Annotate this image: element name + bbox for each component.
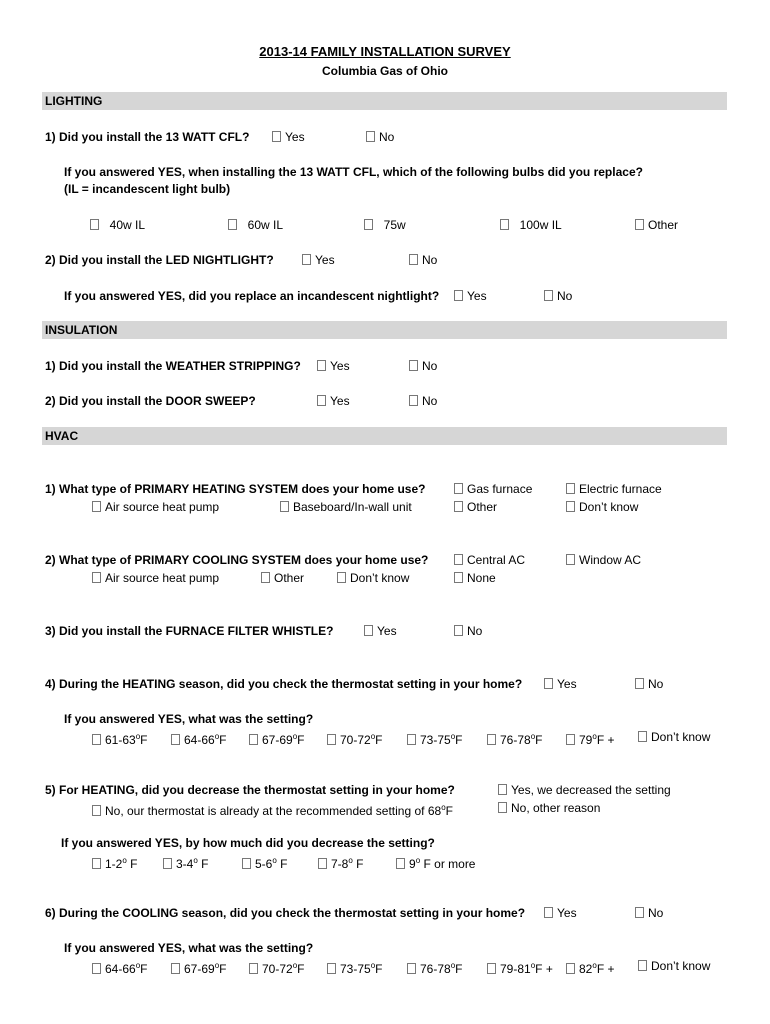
section-header-hvac: HVAC (42, 427, 727, 445)
checkbox-icon[interactable] (90, 219, 99, 230)
heating-electric-furnace-option[interactable]: Electric furnace (566, 481, 662, 497)
checkbox-icon[interactable] (364, 625, 373, 636)
checkbox-icon[interactable] (635, 907, 644, 918)
checkbox-icon[interactable] (92, 963, 101, 974)
heating-heat-pump-option[interactable]: Air source heat pump (92, 499, 219, 515)
checkbox-icon[interactable] (409, 254, 418, 265)
heat-setting-option[interactable]: 76-78$^o$F (487, 729, 543, 748)
heat-decrease-recommended-option[interactable]: No, our thermostat is already at the recommended setting of 68$^o$F (92, 800, 453, 819)
checkbox-icon[interactable] (272, 131, 281, 142)
cfl-yes-option[interactable]: Yes (272, 129, 305, 145)
heating-gas-furnace-option[interactable]: Gas furnace (454, 481, 532, 497)
checkbox-icon[interactable] (92, 858, 101, 869)
heat-setting-dont-know-option[interactable]: Don’t know (638, 729, 710, 745)
checkbox-icon[interactable] (92, 805, 101, 816)
checkbox-icon[interactable] (544, 907, 553, 918)
bulb-option-other[interactable]: Other (635, 217, 678, 233)
cool-thermo-no-option[interactable]: No (635, 905, 663, 921)
cool-setting-option[interactable]: 64-66$^o$F (92, 958, 148, 977)
checkbox-icon[interactable] (635, 219, 644, 230)
cfl-no-option[interactable]: No (366, 129, 394, 145)
section-header-lighting: LIGHTING (42, 92, 727, 110)
question-heating-decrease: 5) For HEATING, did you decrease the thermostat setting in your home? (45, 783, 455, 797)
checkbox-icon[interactable] (500, 219, 509, 230)
checkbox-icon[interactable] (318, 858, 327, 869)
cool-setting-option[interactable]: 76-78$^o$F (407, 958, 463, 977)
question-door-sweep: 2) Did you install the DOOR SWEEP? (45, 394, 256, 408)
cooling-heat-pump-option[interactable]: Air source heat pump (92, 570, 219, 586)
cool-thermo-yes-option[interactable]: Yes (544, 905, 577, 921)
checkbox-icon[interactable] (566, 483, 575, 494)
decrease-amount-option[interactable]: 1-2$^o$ F (92, 853, 137, 872)
checkbox-icon[interactable] (635, 678, 644, 689)
weather-yes-option[interactable]: Yes (317, 358, 350, 374)
bulb-option-100w[interactable]: 100w IL (500, 217, 562, 233)
decrease-amount-option[interactable]: 5-6$^o$ F (242, 853, 287, 872)
checkbox-icon[interactable] (487, 963, 496, 974)
cool-setting-option[interactable]: 67-69$^o$F (171, 958, 227, 977)
checkbox-icon[interactable] (92, 501, 101, 512)
led-followup-no-option[interactable]: No (544, 288, 572, 304)
cool-setting-option[interactable]: $79-81^oF$ + (487, 958, 553, 977)
question-cooling-thermostat: 6) During the COOLING season, did you check the thermostat setting in your home? (45, 906, 526, 920)
question-led: 2) Did you install the LED NIGHTLIGHT? (45, 253, 274, 267)
checkbox-icon[interactable] (364, 219, 373, 230)
checkbox-icon[interactable] (366, 131, 375, 142)
checkbox-icon[interactable] (327, 963, 336, 974)
cool-setting-option[interactable]: 70-72$^o$F (249, 958, 305, 977)
checkbox-icon[interactable] (454, 572, 463, 583)
led-followup-question: If you answered YES, did you replace an incandescent nightlight? (64, 289, 440, 303)
checkbox-icon[interactable] (566, 734, 575, 745)
heating-baseboard-option[interactable]: Baseboard/In-wall unit (280, 499, 412, 515)
cool-setting-question: If you answered YES, what was the setting? (64, 941, 314, 955)
cooling-other-option[interactable]: Other (261, 570, 304, 586)
checkbox-icon[interactable] (396, 858, 405, 869)
checkbox-icon[interactable] (92, 572, 101, 583)
weather-no-option[interactable]: No (409, 358, 437, 374)
checkbox-icon[interactable] (544, 290, 553, 301)
section-header-insulation: INSULATION (42, 321, 727, 339)
heating-other-option[interactable]: Other (454, 499, 497, 515)
checkbox-icon[interactable] (638, 731, 647, 742)
checkbox-icon[interactable] (171, 734, 180, 745)
question-heating-system: 1) What type of PRIMARY HEATING SYSTEM does your home use? (45, 482, 426, 496)
checkbox-icon[interactable] (566, 963, 575, 974)
cool-setting-option[interactable]: 73-75$^o$F (327, 958, 383, 977)
decrease-amount-question: If you answered YES, by how much did you decrease the setting? (61, 836, 435, 850)
checkbox-icon[interactable] (454, 625, 463, 636)
heating-dont-know-option[interactable]: Don’t know (566, 499, 638, 515)
checkbox-icon[interactable] (454, 483, 463, 494)
checkbox-icon[interactable] (242, 858, 251, 869)
checkbox-icon[interactable] (407, 734, 416, 745)
heat-decrease-yes-option[interactable]: Yes, we decreased the setting (498, 782, 671, 798)
decrease-amount-option[interactable]: 9$^o$ F or more (396, 853, 475, 872)
decrease-amount-option[interactable]: 3-4$^o$ F (163, 853, 208, 872)
heat-setting-option[interactable]: 67-69$^o$F (249, 729, 305, 748)
cooling-none-option[interactable]: None (454, 570, 496, 586)
checkbox-icon[interactable] (92, 734, 101, 745)
checkbox-icon[interactable] (566, 554, 575, 565)
cooling-window-ac-option[interactable]: Window AC (566, 552, 641, 568)
led-no-option[interactable]: No (409, 252, 437, 268)
heat-thermo-yes-option[interactable]: Yes (544, 676, 577, 692)
checkbox-icon[interactable] (327, 734, 336, 745)
decrease-amount-option[interactable]: 7-8$^o$ F (318, 853, 363, 872)
survey-title: 2013-14 FAMILY INSTALLATION SURVEY (259, 44, 511, 59)
checkbox-icon[interactable] (566, 501, 575, 512)
whistle-yes-option[interactable]: Yes (364, 623, 397, 639)
cool-setting-option[interactable]: $82^oF$ + (566, 958, 614, 977)
checkbox-icon[interactable] (544, 678, 553, 689)
heat-setting-option[interactable]: $79^oF$ + (566, 729, 614, 748)
checkbox-icon[interactable] (409, 360, 418, 371)
cooling-central-ac-option[interactable]: Central AC (454, 552, 525, 568)
checkbox-icon[interactable] (337, 572, 346, 583)
cfl-followup-question: If you answered YES, when installing the 13 WATT CFL, which of the following bulbs did you replace? (64, 165, 643, 179)
checkbox-icon[interactable] (163, 858, 172, 869)
question-heating-thermostat: 4) During the HEATING season, did you check the thermostat setting in your home? (45, 677, 523, 691)
question-cooling-system: 2) What type of PRIMARY COOLING SYSTEM does your home use? (45, 553, 429, 567)
checkbox-icon[interactable] (407, 963, 416, 974)
checkbox-icon[interactable] (249, 734, 258, 745)
heat-setting-option[interactable]: 70-72$^o$F (327, 729, 383, 748)
survey-subtitle: Columbia Gas of Ohio (321, 64, 448, 78)
checkbox-icon[interactable] (454, 501, 463, 512)
checkbox-icon[interactable] (302, 254, 311, 265)
cool-setting-dont-know-option[interactable]: Don’t know (638, 958, 710, 974)
whistle-no-option[interactable]: No (454, 623, 482, 639)
checkbox-icon[interactable] (454, 554, 463, 565)
bulb-option-40w[interactable]: 40w IL (90, 217, 145, 233)
checkbox-icon[interactable] (409, 395, 418, 406)
checkbox-icon[interactable] (498, 784, 507, 795)
bulb-option-75w[interactable]: 75w (364, 217, 406, 233)
heat-decrease-other-option[interactable]: No, other reason (498, 800, 600, 816)
question-weather-stripping: 1) Did you install the WEATHER STRIPPING? (45, 359, 301, 373)
door-yes-option[interactable]: Yes (317, 393, 350, 409)
led-followup-yes-option[interactable]: Yes (454, 288, 487, 304)
checkbox-icon[interactable] (317, 395, 326, 406)
checkbox-icon[interactable] (454, 290, 463, 301)
heat-setting-option[interactable]: 61-63$^o$F (92, 729, 148, 748)
question-filter-whistle: 3) Did you install the FURNACE FILTER WHISTLE? (45, 624, 334, 638)
checkbox-icon[interactable] (638, 960, 647, 971)
checkbox-icon[interactable] (487, 734, 496, 745)
checkbox-icon[interactable] (498, 802, 507, 813)
door-no-option[interactable]: No (409, 393, 437, 409)
cfl-followup-note: (IL = incandescent light bulb) (64, 182, 231, 196)
checkbox-icon[interactable] (228, 219, 237, 230)
heat-setting-option[interactable]: 73-75$^o$F (407, 729, 463, 748)
heat-thermo-no-option[interactable]: No (635, 676, 663, 692)
question-cfl: 1) Did you install the 13 WATT CFL? (45, 130, 250, 144)
heat-setting-option[interactable]: 64-66$^o$F (171, 729, 227, 748)
checkbox-icon[interactable] (171, 963, 180, 974)
cooling-dont-know-option[interactable]: Don’t know (337, 570, 409, 586)
checkbox-icon[interactable] (280, 501, 289, 512)
led-yes-option[interactable]: Yes (302, 252, 335, 268)
checkbox-icon[interactable] (317, 360, 326, 371)
bulb-option-60w[interactable]: 60w IL (228, 217, 283, 233)
checkbox-icon[interactable] (249, 963, 258, 974)
heat-setting-question: If you answered YES, what was the setting? (64, 712, 314, 726)
checkbox-icon[interactable] (261, 572, 270, 583)
